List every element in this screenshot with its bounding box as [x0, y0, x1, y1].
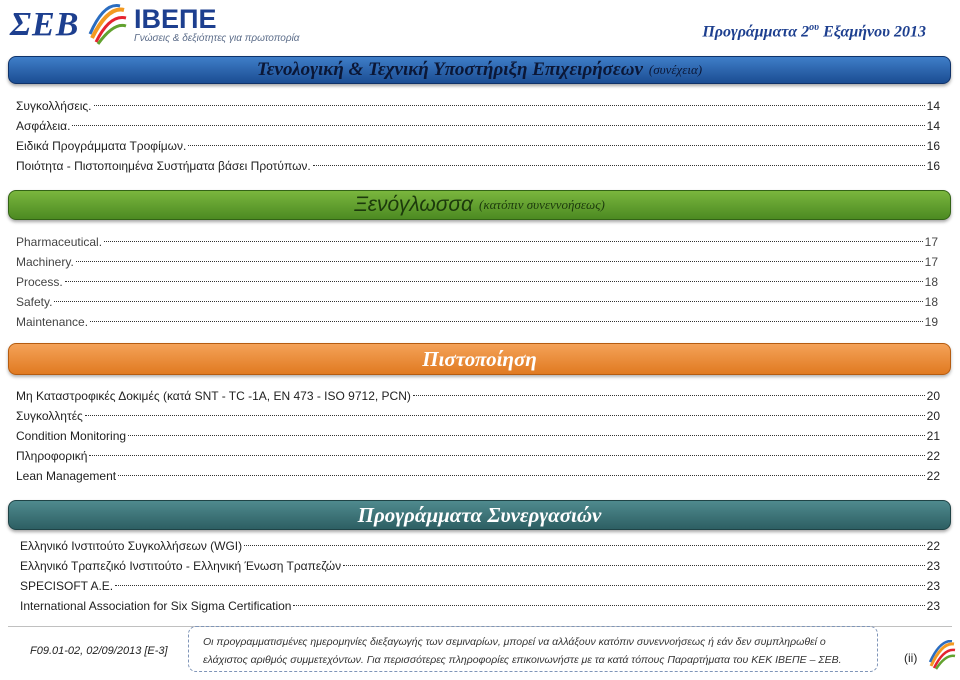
toc-list-technical-support — [16, 96, 940, 176]
page-header — [0, 0, 960, 52]
footer-note-line: Οι προγραμματισμένες ημερομηνίες διεξαγωγής των σεμιναρίων, μπορεί να αλλάξουν κατόπιν συνεννοήσεως ή εάν δεν συμπληρωθεί ο — [203, 636, 826, 648]
toc-entry-page: 16 — [926, 159, 940, 173]
toc-entry-page: 23 — [926, 559, 940, 573]
toc-entry[interactable] — [16, 252, 938, 272]
toc-entry[interactable] — [16, 96, 940, 116]
toc-entry[interactable] — [20, 536, 940, 556]
section-banner-partnerships — [8, 500, 951, 530]
toc-entry-page: 17 — [924, 255, 938, 269]
section-title: Πιστοποίηση — [422, 346, 537, 371]
toc-entry-page: 20 — [926, 389, 940, 403]
title-suffix: Εξαμήνου 2013 — [819, 23, 926, 41]
dot-leader — [85, 415, 925, 416]
section-banner-certification — [8, 343, 951, 375]
toc-entry-label: Ελληνικό Τραπεζικό Ινστιτούτο - Ελληνική Ένωση Τραπεζών — [20, 559, 342, 573]
dot-leader — [104, 241, 923, 242]
toc-entry-label: Πληροφορική — [16, 449, 88, 463]
toc-entry-page: 18 — [924, 295, 938, 309]
title-superscript: ου — [809, 22, 820, 33]
dot-leader — [118, 475, 925, 476]
toc-entry-label: Lean Management — [16, 469, 117, 483]
footer-note-line: ελάχιστος αριθμός συμμετεχόντων. Για περισσότερες πληροφορίες επικοινωνήστε με τα κατά τόπους Παραρτήματα του ΚΕΚ ΙΒΕΠΕ – ΣΕΒ. — [203, 654, 842, 666]
toc-entry-label: Ασφάλεια. — [16, 119, 71, 133]
section-banner-technical-support — [8, 56, 951, 84]
toc-entry-label: International Association for Six Sigma Certification — [20, 599, 292, 613]
toc-entry-label: Συγκολλήσεις. — [16, 99, 92, 113]
dot-leader — [343, 565, 925, 566]
toc-entry-label: SPECISOFT A.E. — [20, 579, 114, 593]
toc-entry[interactable] — [20, 576, 940, 596]
dot-leader — [313, 165, 925, 166]
dot-leader — [115, 585, 925, 586]
dot-leader — [413, 395, 925, 396]
ibepe-logo-tagline: Γνώσεις & δεξιότητες για πρωτοπορία — [134, 33, 300, 44]
section-subtitle: (συνέχεια) — [648, 62, 703, 77]
dot-leader — [90, 321, 923, 322]
section-banner-foreign-language — [8, 190, 951, 220]
ibepe-logo-text: ΙΒΕΠΕ — [134, 4, 217, 34]
toc-entry-page: 21 — [926, 429, 940, 443]
toc-entry[interactable] — [16, 156, 940, 176]
dot-leader — [128, 435, 925, 436]
toc-entry-page: 23 — [926, 599, 940, 613]
dot-leader — [244, 545, 925, 546]
toc-entry-page: 22 — [926, 449, 940, 463]
toc-entry[interactable] — [16, 272, 938, 292]
section-title: Τενολογική & Τεχνική Υποστήριξη Επιχειρήσεων — [256, 59, 643, 80]
toc-entry[interactable] — [16, 312, 938, 332]
toc-entry-page: 14 — [926, 119, 940, 133]
dot-leader — [54, 301, 922, 302]
dot-leader — [94, 105, 925, 106]
toc-entry-page: 19 — [924, 315, 938, 329]
dot-leader — [65, 281, 923, 282]
toc-entry[interactable] — [16, 466, 940, 486]
toc-entry-label: Ελληνικό Ινστιτούτο Συγκολλήσεων (WGI) — [20, 539, 243, 553]
toc-entry-label: Ειδικά Προγράμματα Τροφίμων. — [16, 139, 187, 153]
toc-entry[interactable] — [16, 292, 938, 312]
footer-note-box — [188, 626, 878, 672]
toc-entry-label: Μη Καταστροφικές Δοκιμές (κατά SNT - TC -1A, EN 473 - ISO 9712, PCN) — [16, 389, 411, 403]
toc-entry-label: Maintenance. — [16, 315, 89, 329]
form-code: F09.01-02, 02/09/2013 [E-3] — [30, 645, 168, 657]
toc-list-foreign-language — [16, 232, 938, 332]
sev-logo-text: ΣΕΒ — [10, 6, 80, 43]
toc-entry[interactable] — [16, 386, 940, 406]
toc-entry-label: Machinery. — [16, 255, 74, 269]
toc-entry[interactable] — [16, 232, 938, 252]
toc-entry-page: 23 — [926, 579, 940, 593]
dot-leader — [89, 455, 924, 456]
section-title: Ξενόγλωσσα — [354, 193, 474, 216]
toc-entry[interactable] — [16, 136, 940, 156]
toc-entry[interactable] — [16, 116, 940, 136]
page-title — [702, 22, 926, 41]
ibepe-logo — [132, 2, 300, 48]
toc-entry-page: 22 — [926, 539, 940, 553]
toc-entry-label: Process. — [16, 275, 63, 289]
toc-entry-page: 17 — [924, 235, 938, 249]
toc-entry[interactable] — [16, 406, 940, 426]
toc-entry-label: Ποιότητα - Πιστοποιημένα Συστήματα βάσει Προτύπων. — [16, 159, 311, 173]
toc-entry[interactable] — [20, 596, 940, 616]
page-number: (ii) — [904, 651, 918, 665]
section-subtitle: (κατόπιν συνεννοήσεως) — [479, 197, 605, 212]
toc-entry-page: 18 — [924, 275, 938, 289]
toc-list-partnerships — [20, 536, 940, 616]
toc-entry-label: Pharmaceutical. — [16, 235, 103, 249]
toc-entry-label: Condition Monitoring — [16, 429, 127, 443]
sev-logo — [4, 2, 128, 48]
title-prefix: Προγράμματα 2 — [702, 23, 810, 41]
sev-logo-swirl-icon — [88, 4, 128, 46]
sev-swirl-logo-icon — [928, 640, 956, 670]
toc-list-certification — [16, 386, 940, 486]
dot-leader — [76, 261, 923, 262]
toc-entry[interactable] — [20, 556, 940, 576]
dot-leader — [188, 145, 924, 146]
toc-entry-page: 14 — [926, 99, 940, 113]
toc-entry[interactable] — [16, 446, 940, 466]
toc-entry-label: Safety. — [16, 295, 53, 309]
toc-entry-label: Συγκολλητές — [16, 409, 83, 423]
dot-leader — [72, 125, 924, 126]
toc-entry[interactable] — [16, 426, 940, 446]
toc-entry-page: 20 — [926, 409, 940, 423]
toc-entry-page: 16 — [926, 139, 940, 153]
section-title: Προγράμματα Συνεργασιών — [357, 502, 602, 527]
dot-leader — [293, 605, 924, 606]
toc-entry-page: 22 — [926, 469, 940, 483]
